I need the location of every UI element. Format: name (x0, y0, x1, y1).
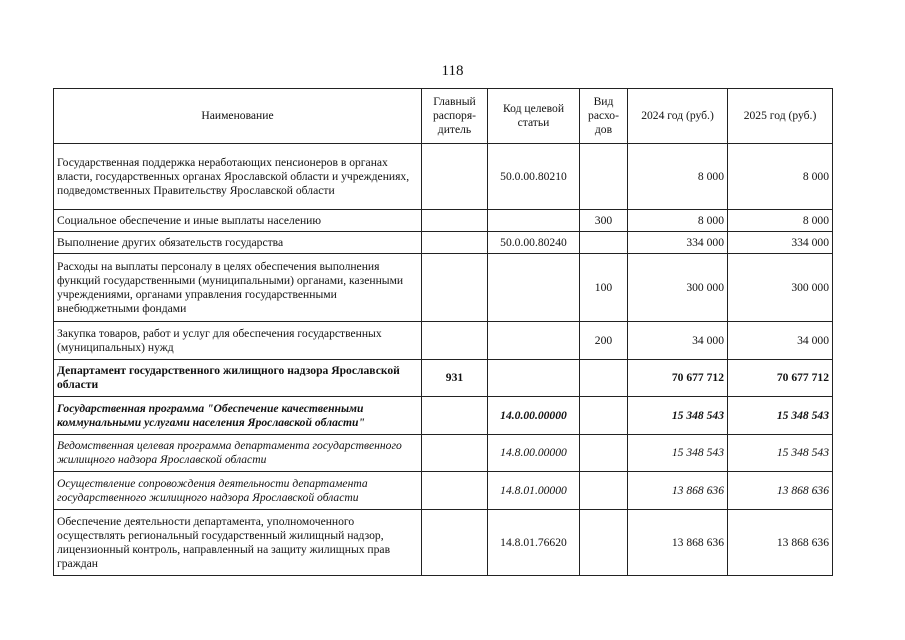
cell-name: Департамент государственного жилищного надзора Ярославской области (54, 360, 422, 397)
cell-expense-type (580, 397, 628, 435)
cell-2025: 15 348 543 (728, 397, 833, 435)
cell-2024: 334 000 (628, 232, 728, 254)
cell-admin (422, 435, 488, 472)
cell-code: 50.0.00.80240 (488, 232, 580, 254)
cell-expense-type (580, 435, 628, 472)
header-code: Код целевой статьи (488, 89, 580, 144)
cell-expense-type (580, 232, 628, 254)
cell-2024: 13 868 636 (628, 510, 728, 576)
page-number: 118 (441, 63, 464, 79)
cell-code: 50.0.00.80210 (488, 144, 580, 210)
table-row (54, 510, 833, 576)
header-expense-type: Вид расхо-дов (580, 89, 628, 144)
cell-expense-type: 300 (580, 210, 628, 232)
cell-code: 14.8.01.76620 (488, 510, 580, 576)
table-row (54, 360, 833, 397)
cell-2024: 8 000 (628, 144, 728, 210)
cell-expense-type (580, 510, 628, 576)
cell-2024: 300 000 (628, 254, 728, 322)
header-2025: 2025 год (руб.) (728, 89, 833, 144)
cell-2024: 8 000 (628, 210, 728, 232)
cell-admin (422, 254, 488, 322)
cell-2024: 15 348 543 (628, 435, 728, 472)
cell-admin (422, 397, 488, 435)
cell-2025: 15 348 543 (728, 435, 833, 472)
cell-name: Ведомственная целевая программа департамента государственного жилищного надзора Ярославской области (54, 435, 422, 472)
cell-admin (422, 472, 488, 510)
cell-name: Расходы на выплаты персоналу в целях обеспечения выполнения функций государственными (муниципальными) органами, казенными учреждениями, органами управления государственными внебюджетными фондами (54, 254, 422, 322)
cell-expense-type (580, 360, 628, 397)
cell-code: 14.0.00.00000 (488, 397, 580, 435)
cell-name: Закупка товаров, работ и услуг для обеспечения государственных (муниципальных) нужд (54, 322, 422, 360)
cell-code (488, 322, 580, 360)
table-row (54, 144, 833, 210)
header-2024: 2024 год (руб.) (628, 89, 728, 144)
table-row (54, 232, 833, 254)
cell-admin (422, 232, 488, 254)
cell-2024: 70 677 712 (628, 360, 728, 397)
cell-2024: 13 868 636 (628, 472, 728, 510)
cell-name: Осуществление сопровождения деятельности департамента государственного жилищного надзора Ярославской области (54, 472, 422, 510)
header-name: Наименование (54, 89, 422, 144)
cell-2025: 13 868 636 (728, 472, 833, 510)
cell-name: Государственная поддержка неработающих пенсионеров в органах власти, государственных органах Ярославской области и учреждениях, подведомственных Правительству Ярославской области (54, 144, 422, 210)
table-body (54, 144, 833, 576)
cell-name: Обеспечение деятельности департамента, уполномоченного осуществлять региональный государственный жилищный надзор, лицензионный контроль, направленный на защиту жилищных прав граждан (54, 510, 422, 576)
table-row (54, 322, 833, 360)
cell-2025: 8 000 (728, 144, 833, 210)
cell-expense-type (580, 144, 628, 210)
cell-admin: 931 (422, 360, 488, 397)
cell-2025: 34 000 (728, 322, 833, 360)
budget-table (53, 88, 833, 576)
cell-admin (422, 510, 488, 576)
cell-expense-type (580, 472, 628, 510)
cell-admin (422, 322, 488, 360)
cell-admin (422, 210, 488, 232)
cell-name: Государственная программа "Обеспечение качественными коммунальными услугами населения Ярославской области" (54, 397, 422, 435)
cell-name: Социальное обеспечение и иные выплаты населению (54, 210, 422, 232)
cell-2024: 34 000 (628, 322, 728, 360)
cell-name: Выполнение других обязательств государства (54, 232, 422, 254)
table-row (54, 472, 833, 510)
cell-2025: 334 000 (728, 232, 833, 254)
cell-code: 14.8.00.00000 (488, 435, 580, 472)
table-row (54, 254, 833, 322)
cell-code (488, 254, 580, 322)
cell-code: 14.8.01.00000 (488, 472, 580, 510)
table-header-row (54, 89, 833, 144)
cell-2025: 13 868 636 (728, 510, 833, 576)
cell-2025: 8 000 (728, 210, 833, 232)
cell-2025: 300 000 (728, 254, 833, 322)
cell-code (488, 210, 580, 232)
header-admin: Главный распоря-дитель (422, 89, 488, 144)
table-row (54, 210, 833, 232)
cell-admin (422, 144, 488, 210)
cell-2024: 15 348 543 (628, 397, 728, 435)
table-row (54, 435, 833, 472)
cell-expense-type: 200 (580, 322, 628, 360)
cell-2025: 70 677 712 (728, 360, 833, 397)
cell-code (488, 360, 580, 397)
cell-expense-type: 100 (580, 254, 628, 322)
table-row (54, 397, 833, 435)
